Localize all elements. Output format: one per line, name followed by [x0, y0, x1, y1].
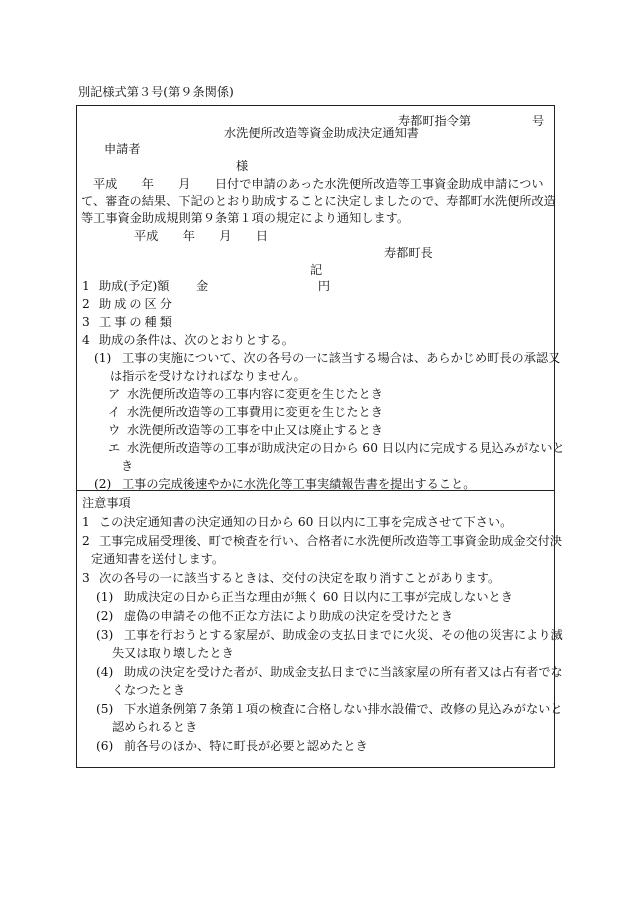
condition-sub-i-text: 水洗便所改造等の工事費用に変更を生じたとき	[127, 405, 383, 419]
note-sub-1-text: 助成決定の日から正当な理由が無く 60 日以内に工事が完成しないとき	[124, 590, 513, 604]
condition-sub-e-cont: き	[121, 459, 134, 473]
note-3-number: 3	[82, 571, 90, 585]
item-3-label: 工事の種類	[99, 315, 175, 329]
honorific: 様	[236, 159, 249, 173]
body-line-1: 平成 年 月 日付で申請のあった水洗便所改造等工事資金助成申請につい	[93, 177, 544, 191]
note-sub-5-number: (5)	[96, 702, 114, 716]
note-1-text: この決定通知書の決定通知の日から 60 日以内に工事を完成させて下さい。	[99, 515, 513, 529]
note-sub-4-line-2: くなつたとき	[112, 683, 186, 697]
item-2-number: 2	[82, 297, 90, 311]
applicant-label: 申請者	[104, 142, 141, 156]
note-sub-5-line-1: 下水道条例第７条第１項の検査に合格しない排水設備で、改修の見込みがないと	[124, 702, 563, 716]
form-label: 別記様式第３号(第９条関係)	[78, 85, 234, 99]
item-1-label: 助成(予定)額	[99, 279, 170, 293]
issue-number: 寿都町指令第 号	[398, 114, 545, 128]
note-3-text: 次の各号の一に該当するときは、交付の決定を取り消すことがあります。	[99, 571, 501, 585]
note-sub-2-text: 虚偽の申請その他不正な方法により助成の決定を受けたとき	[124, 609, 454, 623]
condition-sub-a-mark: ア	[108, 387, 121, 401]
note-sub-5-line-2: 認められるとき	[112, 720, 198, 734]
condition-sub-u-text: 水洗便所改造等の工事を中止又は廃止するとき	[127, 423, 383, 437]
note-sub-3-number: (3)	[96, 628, 114, 642]
ki-heading: 記	[310, 263, 323, 277]
condition-sub-e-text: 水洗便所改造等の工事が助成決定の日から 60 日以内に完成する見込みがないと	[127, 441, 565, 455]
condition-sub-e-mark: エ	[108, 441, 121, 455]
note-sub-1-number: (1)	[96, 590, 114, 604]
note-sub-3-line-1: 工事を行おうとする家屋が、助成金の支払日までに火災、その他の災害により滅	[124, 628, 563, 642]
date-line: 平成 年 月 日	[134, 229, 269, 243]
condition-sub-a-text: 水洗便所改造等の工事内容に変更を生じたとき	[127, 387, 383, 401]
note-2-line-2: 定通知書を送付します。	[91, 552, 225, 566]
condition-sub-u-mark: ウ	[108, 423, 121, 437]
condition-sub-i-mark: イ	[108, 405, 121, 419]
note-2-line-1: 工事完成届受理後、町で検査を行い、合格者に水洗便所改造等工事資金助成金交付決	[99, 534, 563, 548]
item-4-number: 4	[82, 333, 90, 347]
note-1-number: 1	[82, 515, 90, 529]
item-3-number: 3	[82, 315, 90, 329]
notes-heading: 注意事項	[82, 496, 131, 510]
note-sub-6-number: (6)	[96, 739, 114, 753]
condition-1-number: (1)	[94, 351, 112, 365]
note-sub-4-line-1: 助成の決定を受けた者が、助成金支払日までに当該家屋の所有者又は占有者でな	[124, 665, 563, 679]
condition-1-line-2: は指示を受けなければなりません。	[110, 369, 306, 383]
item-4-label: 助成の条件は、次のとおりとする。	[99, 333, 294, 347]
item-2-label: 助成の区分	[99, 297, 175, 311]
note-sub-6-text: 前各号のほか、特に町長が必要と認めたとき	[124, 739, 368, 753]
note-sub-4-number: (4)	[96, 665, 114, 679]
condition-2-text: 工事の完成後速やかに水洗化等工事実績報告書を提出すること。	[122, 477, 476, 491]
body-line-3: 等工事資金助成規則第９条第１項の規定により通知します。	[81, 211, 410, 225]
note-2-number: 2	[82, 534, 90, 548]
note-sub-2-number: (2)	[96, 609, 114, 623]
item-1-value: 金 円	[196, 279, 331, 293]
condition-1-line-1: 工事の実施について、次の各号の一に該当する場合は、あらかじめ町長の承認又	[122, 351, 561, 365]
item-1-number: 1	[82, 279, 90, 293]
issuer: 寿都町長	[384, 246, 433, 260]
document-title: 水洗便所改造等資金助成決定通知書	[224, 126, 419, 140]
note-sub-3-line-2: 失又は取り壊したとき	[112, 646, 234, 660]
condition-2-number: (2)	[94, 477, 112, 491]
body-line-2: て、審査の結果、下記のとおり助成することに決定しましたので、寿都町水洗便所改造	[81, 194, 556, 208]
